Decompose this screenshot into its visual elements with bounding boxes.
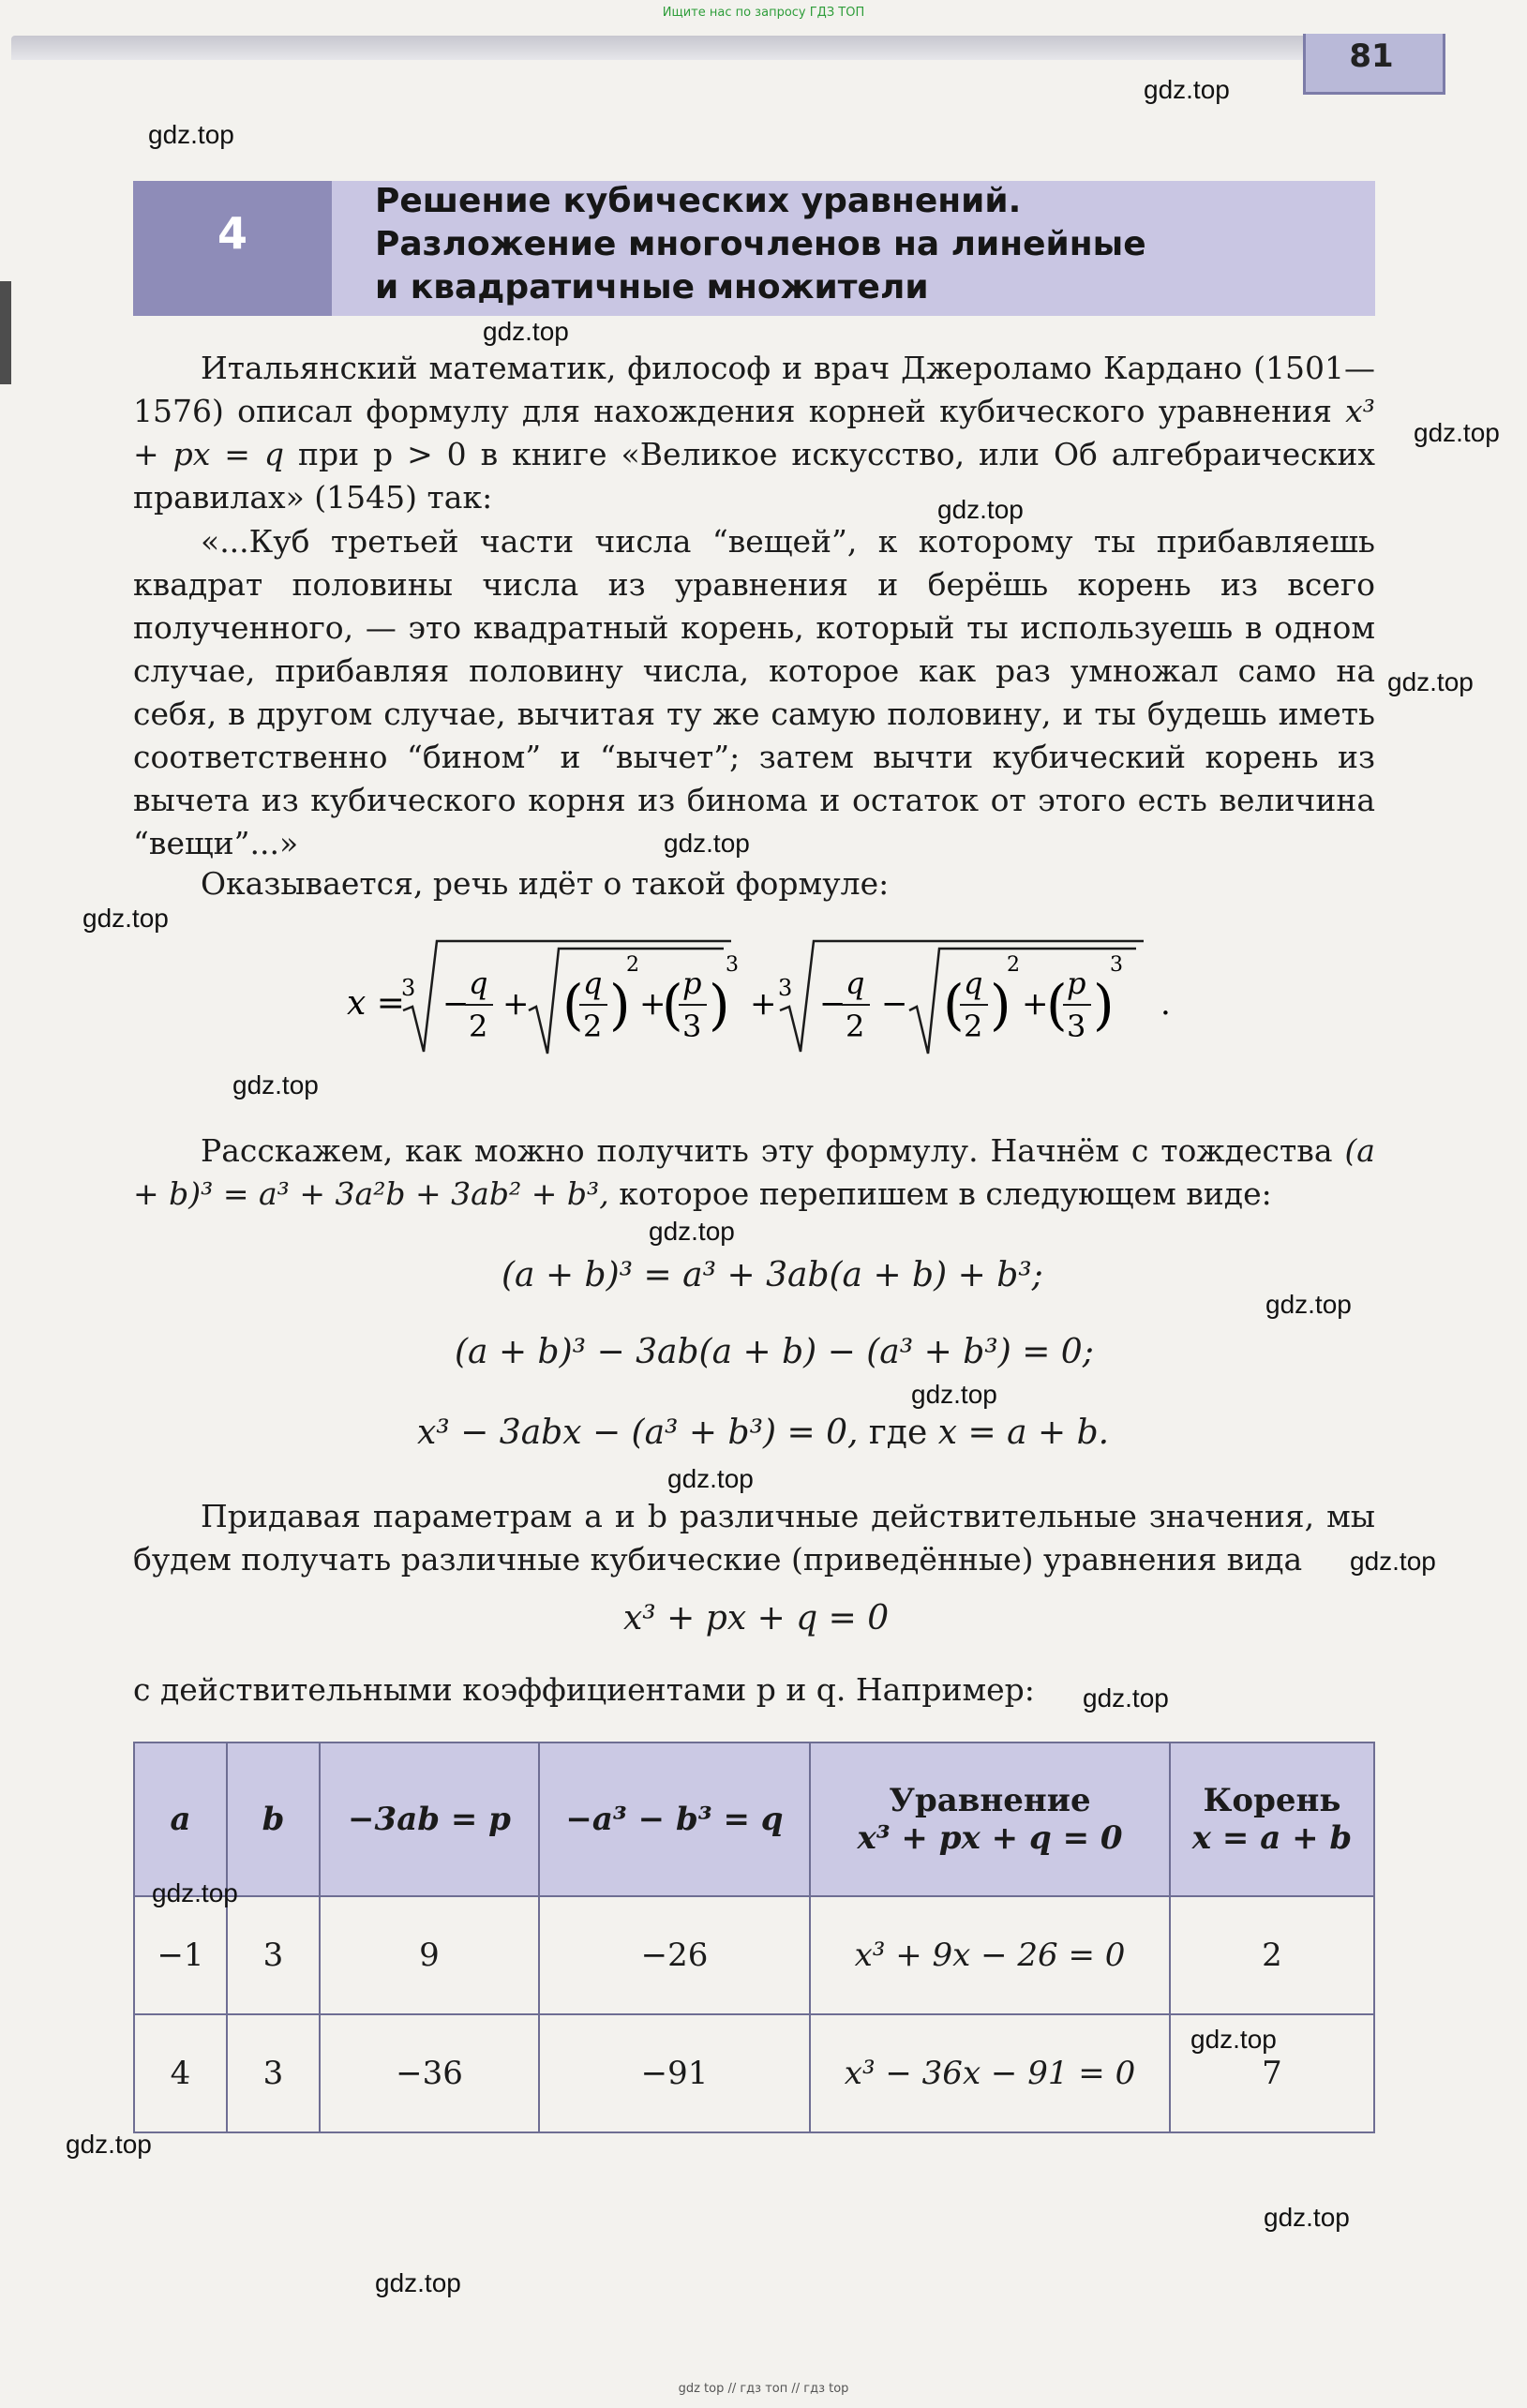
frac-q-num: q: [469, 965, 488, 1001]
watermark: gdz.top: [1387, 667, 1474, 696]
binding-edge: [0, 281, 11, 384]
plus-sign: +: [750, 985, 777, 1023]
top-banner: Ищите нас по запросу ГДЗ ТОП: [662, 6, 865, 20]
frac-p-num: p: [682, 965, 702, 1001]
exponent: 2: [626, 953, 639, 977]
root-index: 3: [401, 975, 416, 1001]
minus-sign: −: [881, 985, 908, 1023]
watermark: gdz.top: [1414, 418, 1500, 447]
table-row: [134, 2014, 1374, 2132]
frac-q-den: 2: [846, 1009, 865, 1044]
header-p: −3ab = p: [320, 1742, 539, 1896]
watermark: gdz.top: [483, 317, 569, 346]
frac-q-den: 2: [583, 1009, 603, 1044]
cell-root: 2: [1170, 1896, 1374, 2014]
cardano-quote: [133, 520, 1375, 865]
formula-end: .: [1160, 985, 1171, 1023]
coefficients-text: с действительными коэффициентами p и q. Например:: [133, 1671, 1035, 1708]
section-title-line: Разложение многочленов на линейные: [375, 225, 1146, 263]
watermark: gdz.top: [911, 1380, 997, 1409]
parameters-paragraph: [133, 1495, 1375, 1581]
paren: (: [1046, 973, 1068, 1037]
frac-q-den: 2: [469, 1009, 488, 1044]
paren: (: [562, 973, 584, 1037]
cell-root: 7: [1170, 2014, 1374, 2132]
section-title-line: и квадратичные множители: [375, 268, 929, 307]
watermark: gdz.top: [66, 2130, 152, 2159]
derivation-paragraph: [133, 1129, 1375, 1216]
watermark: gdz.top: [664, 829, 750, 858]
examples-table: [133, 1742, 1375, 2133]
parameters-text: Придавая параметрам a и b различные действительные значения, мы будем получать различные кубические (приведённые) уравнения вида: [133, 1498, 1375, 1578]
table-header-row: [134, 1742, 1374, 1896]
plus-sign: +: [639, 985, 666, 1023]
formula-lhs: x =: [347, 984, 405, 1023]
frac-p-num: p: [1067, 965, 1086, 1001]
equation-3: x³ − 3abx − (a³ + b³) = 0,: [417, 1413, 859, 1452]
equation-2: (a + b)³ − 3ab(a + b) − (a³ + b³) = 0;: [455, 1333, 1094, 1371]
paren: (: [662, 973, 683, 1037]
cell-p: −36: [320, 2014, 539, 2132]
frac-q-num: q: [583, 965, 603, 1001]
cell-p: 9: [320, 1896, 539, 2014]
cardano-formula: [337, 928, 1219, 1069]
section-number: 4: [217, 208, 247, 259]
watermark: gdz.top: [148, 120, 234, 149]
frac-q-den: 2: [964, 1009, 983, 1044]
page-number: 81: [1349, 37, 1394, 75]
identity-equation: (a + b)³ = a³ + 3a²b + 3ab² + b³,: [133, 1132, 1375, 1212]
intro-paragraph: [133, 347, 1375, 519]
cell-a: −1: [134, 1896, 227, 2014]
minus-sign: −: [819, 985, 846, 1023]
paren: ): [990, 973, 1011, 1037]
exponent: 3: [726, 953, 739, 977]
cell-q: −91: [539, 2014, 810, 2132]
frac-p-den: 3: [1067, 1009, 1086, 1044]
watermark: gdz.top: [232, 1070, 319, 1099]
general-equation: x³ + px + q = 0: [623, 1599, 890, 1638]
cell-q: −26: [539, 1896, 810, 2014]
equation-3-where: где: [868, 1413, 928, 1452]
bottom-banner: gdz top // гдз топ // гдз top: [678, 2382, 849, 2396]
cell-a: 4: [134, 2014, 227, 2132]
exponent: 3: [1110, 953, 1123, 977]
plus-sign: +: [1022, 985, 1049, 1023]
frac-q-num: q: [846, 965, 865, 1001]
cell-b: 3: [227, 1896, 320, 2014]
exponent: 2: [1007, 953, 1020, 977]
formula-intro-text: Оказывается, речь идёт о такой формуле:: [201, 865, 890, 902]
equation-3-x: x = a + b.: [937, 1413, 1110, 1452]
quote-text: «...Куб третьей части числа “вещей”, к которому ты прибавляешь квадрат половины числа из уравнения и берёшь корень из всего полученного, — это квадратный корень, который ты используешь в одном случае, прибавляя половину числа, которое как раз умножал само на себя, в другом случае, вычитая ту же самую половину, и ты будешь иметь соответственно “бином” и “вычет”; затем вычти кубический корень из вычета из кубического корня из бинома и остаток от этого есть величина “вещи”...»: [133, 523, 1375, 861]
coefficients-paragraph: [133, 1668, 1375, 1712]
cell-equation: x³ + 9x − 26 = 0: [810, 1896, 1170, 2014]
watermark: gdz.top: [1144, 75, 1230, 104]
minus-sign: −: [442, 985, 470, 1023]
equation-1: (a + b)³ = a³ + 3ab(a + b) + b³;: [502, 1256, 1043, 1294]
intro-text: Итальянский математик, философ и врач Джероламо Кардано (1501—1576) описал формулу для нахождения корней кубического уравнения: [133, 350, 1375, 429]
header-equation: Уравнение x³ + px + q = 0: [810, 1742, 1170, 1896]
derivation-text: Расскажем, как можно получить эту формулу. Начнём с тождества: [201, 1132, 1333, 1169]
formula-intro: [133, 862, 1375, 905]
watermark: gdz.top: [649, 1217, 735, 1246]
header-q: −a³ − b³ = q: [539, 1742, 810, 1896]
cell-equation: x³ − 36x − 91 = 0: [810, 2014, 1170, 2132]
watermark: gdz.top: [1190, 2025, 1277, 2054]
frac-q-num: q: [964, 965, 983, 1001]
watermark: gdz.top: [375, 2268, 461, 2297]
paren: ): [609, 973, 631, 1037]
derivation-text-2: которое перепишем в следующем виде:: [619, 1175, 1272, 1212]
paren: ): [1093, 973, 1115, 1037]
header-root: Корень x = a + b: [1170, 1742, 1374, 1896]
cell-b: 3: [227, 2014, 320, 2132]
paren: (: [943, 973, 965, 1037]
watermark: gdz.top: [667, 1464, 754, 1493]
table-row: [134, 1896, 1374, 2014]
plus-sign: +: [502, 985, 530, 1023]
watermark: gdz.top: [1083, 1683, 1169, 1713]
equation-3-row: [417, 1413, 1109, 1452]
section-title: [375, 180, 1369, 309]
watermark: gdz.top: [82, 904, 169, 933]
watermark: gdz.top: [152, 1878, 238, 1907]
watermark: gdz.top: [1265, 1290, 1352, 1319]
header-a: a: [134, 1742, 227, 1896]
header-b: b: [227, 1742, 320, 1896]
paren: ): [709, 973, 730, 1037]
watermark: gdz.top: [937, 495, 1024, 524]
frac-p-den: 3: [682, 1009, 702, 1044]
header-rule: [11, 36, 1324, 60]
root-index: 3: [778, 975, 793, 1001]
intro-condition: при p > 0 в книге «Великое искусство, или Об алгебраических правилах» (1545) так:: [133, 436, 1375, 516]
watermark: gdz.top: [1264, 2203, 1350, 2232]
section-title-line: Решение кубических уравнений.: [375, 182, 1022, 220]
watermark: gdz.top: [1350, 1547, 1436, 1576]
intro-equation: x³ + px = q: [133, 393, 1375, 472]
